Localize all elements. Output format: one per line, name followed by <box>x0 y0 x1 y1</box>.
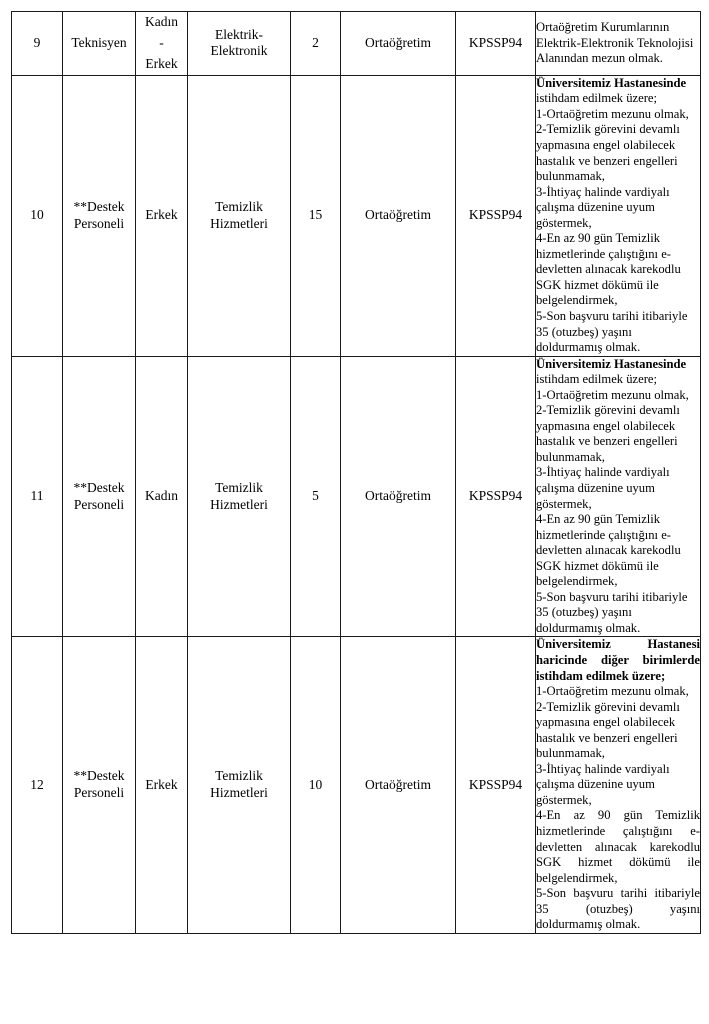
cell-sira-no <box>12 637 63 933</box>
nitelik-item-3: 3-İhtiyaç halinde vardiyalı çalışma düzenine uyum göstermek, <box>536 761 670 807</box>
kpss-value: KPSSP94 <box>468 34 523 50</box>
birim-line-1: Temizlik <box>215 768 263 784</box>
unvan-line-2: Personeli <box>73 496 125 512</box>
cell-nitelikler <box>536 75 701 356</box>
nitelik-item-1: 1-Ortaöğretim mezunu olmak, <box>536 387 689 402</box>
kpss-value: KPSSP94 <box>468 776 523 792</box>
nitelik-heading-line-3: istihdam edilmek üzere; <box>536 668 666 683</box>
cell-birim <box>188 12 291 76</box>
cinsiyet-value: Kadın <box>145 488 178 504</box>
table-row <box>12 637 701 933</box>
unvan-value: Teknisyen <box>71 34 127 50</box>
cell-nitelikler <box>536 12 701 76</box>
cell-nitelikler <box>536 637 701 933</box>
cell-kpss <box>456 75 536 356</box>
nitelik-item-3: 3-İhtiyaç halinde vardiyalı çalışma düzenine uyum göstermek, <box>536 184 670 230</box>
cell-ogrenim <box>341 356 456 637</box>
cinsiyet-line-3: Erkek <box>145 55 178 71</box>
nitelikler-text <box>536 637 700 932</box>
ogrenim-value: Ortaöğretim <box>365 207 431 223</box>
nitelik-heading-line-1: Üniversitemiz Hastanesi <box>536 637 700 652</box>
cell-birim <box>188 637 291 933</box>
ogrenim-value: Ortaöğretim <box>365 776 431 792</box>
cell-adet <box>291 356 341 637</box>
birim-line-2: Hizmetleri <box>210 496 268 512</box>
nitelikler-text <box>536 76 700 356</box>
cell-cinsiyet <box>136 356 188 637</box>
ogrenim-value: Ortaöğretim <box>365 488 431 504</box>
nitelik-item-2: 2-Temizlik görevini devamlı yapmasına engel olabilecek hastalık ve benzeri engelleri bulunmamak, <box>536 403 680 464</box>
adet-value: 5 <box>312 488 319 504</box>
adet-value: 2 <box>312 34 319 50</box>
cell-unvan <box>63 356 136 637</box>
table-row <box>12 356 701 637</box>
sira-no-value: 10 <box>30 207 44 223</box>
cell-unvan <box>63 12 136 76</box>
cell-kpss <box>456 12 536 76</box>
sira-no-value: 11 <box>30 488 44 504</box>
cell-kpss <box>456 356 536 637</box>
cinsiyet-value: Erkek <box>145 776 178 792</box>
nitelik-item-2: 2-Temizlik görevini devamlı yapmasına engel olabilecek hastalık ve benzeri engelleri bulunmamak, <box>536 122 680 184</box>
cell-cinsiyet <box>136 75 188 356</box>
nitelik-heading-line-2: haricinde diğer birimlerde <box>536 653 700 667</box>
birim-line-2: Hizmetleri <box>210 785 268 801</box>
cell-adet <box>291 75 341 356</box>
birim-line-1: Temizlik <box>215 198 263 214</box>
birim-line-1: Temizlik <box>215 479 263 495</box>
cell-ogrenim <box>341 75 456 356</box>
birim-line-2: Hizmetleri <box>210 215 268 231</box>
birim-line-2: Elektronik <box>210 43 268 59</box>
nitelik-heading <box>536 76 700 107</box>
cell-ogrenim <box>341 12 456 76</box>
nitelik-item-2: 2-Temizlik görevini devamlı yapmasına engel olabilecek hastalık ve benzeri engelleri bulunmamak, <box>536 699 680 761</box>
cell-adet <box>291 12 341 76</box>
cell-cinsiyet <box>136 637 188 933</box>
nitelik-item-4: 4-En az 90 gün Temizlik hizmetlerinde çalıştığını e-devletten alınacak karekodlu SGK hizmet dökümü ile belgelendirmek, <box>536 512 681 589</box>
adet-value: 15 <box>308 207 323 223</box>
sira-no-value: 9 <box>33 34 41 50</box>
nitelik-item-4: 4-En az 90 gün Temizlik hizmetlerinde çalıştığını e-devletten alınacak karekodlu SGK hizmet dökümü ile belgelendirmek, <box>536 808 700 885</box>
unvan-line-1: **Destek <box>73 768 125 784</box>
adet-value: 10 <box>308 776 323 792</box>
table-row <box>12 12 701 76</box>
unvan-line-1: **Destek <box>73 479 125 495</box>
nitelik-item-3: 3-İhtiyaç halinde vardiyalı çalışma düzenine uyum göstermek, <box>536 465 670 511</box>
nitelik-heading-tail: istihdam edilmek üzere; <box>536 372 657 387</box>
nitelik-item-4: 4-En az 90 gün Temizlik hizmetlerinde çalıştığını e-devletten alınacak karekodlu SGK hizmet dökümü ile belgelendirmek, <box>536 231 681 308</box>
sira-no-value: 12 <box>30 776 44 792</box>
nitelik-item-5: 5-Son başvuru tarihi itibariyle 35 (otuzbeş) yaşını doldurmamış olmak. <box>536 886 700 932</box>
nitelik-heading-tail: istihdam edilmek üzere; <box>536 91 657 106</box>
cell-birim <box>188 75 291 356</box>
nitelik-heading <box>536 357 700 388</box>
kpss-value: KPSSP94 <box>468 207 523 223</box>
ogrenim-value: Ortaöğretim <box>365 34 431 50</box>
nitelik-heading-bold: Üniversitemiz Hastanesinde <box>536 75 687 90</box>
cell-unvan <box>63 637 136 933</box>
nitelikler-text <box>536 20 700 67</box>
cinsiyet-line-2: - <box>159 34 164 50</box>
nitelikler-text <box>536 357 700 637</box>
nitelik-item-5: 5-Son başvuru tarihi itibariyle 35 (otuzbeş) yaşını doldurmamış olmak. <box>536 308 688 355</box>
cell-adet <box>291 637 341 933</box>
cell-sira-no <box>12 75 63 356</box>
cinsiyet-line-1: Kadın <box>145 14 178 29</box>
cell-birim <box>188 356 291 637</box>
cinsiyet-value: Erkek <box>145 207 178 223</box>
birim-line-1: Elektrik- <box>215 26 263 42</box>
cell-ogrenim <box>341 637 456 933</box>
unvan-line-1: **Destek <box>73 198 125 214</box>
cell-unvan <box>63 75 136 356</box>
cell-cinsiyet <box>136 12 188 76</box>
table-row <box>12 75 701 356</box>
nitelik-heading-bold: Üniversitemiz Hastanesinde <box>536 356 687 371</box>
positions-table <box>11 11 701 934</box>
cell-sira-no <box>12 12 63 76</box>
nitelik-item-1: 1-Ortaöğretim mezunu olmak, <box>536 684 689 699</box>
kpss-value: KPSSP94 <box>468 488 523 504</box>
cell-kpss <box>456 637 536 933</box>
cell-sira-no <box>12 356 63 637</box>
nitelik-item-5: 5-Son başvuru tarihi itibariyle 35 (otuzbeş) yaşını doldurmamış olmak. <box>536 589 688 635</box>
nitelik-paragraph: Ortaöğretim Kurumlarının Elektrik-Elektronik Teknolojisi Alanından mezun olmak. <box>536 20 694 66</box>
nitelik-item-1: 1-Ortaöğretim mezunu olmak, <box>536 106 689 121</box>
unvan-line-2: Personeli <box>73 785 125 801</box>
unvan-line-2: Personeli <box>73 215 125 231</box>
cell-nitelikler <box>536 356 701 637</box>
